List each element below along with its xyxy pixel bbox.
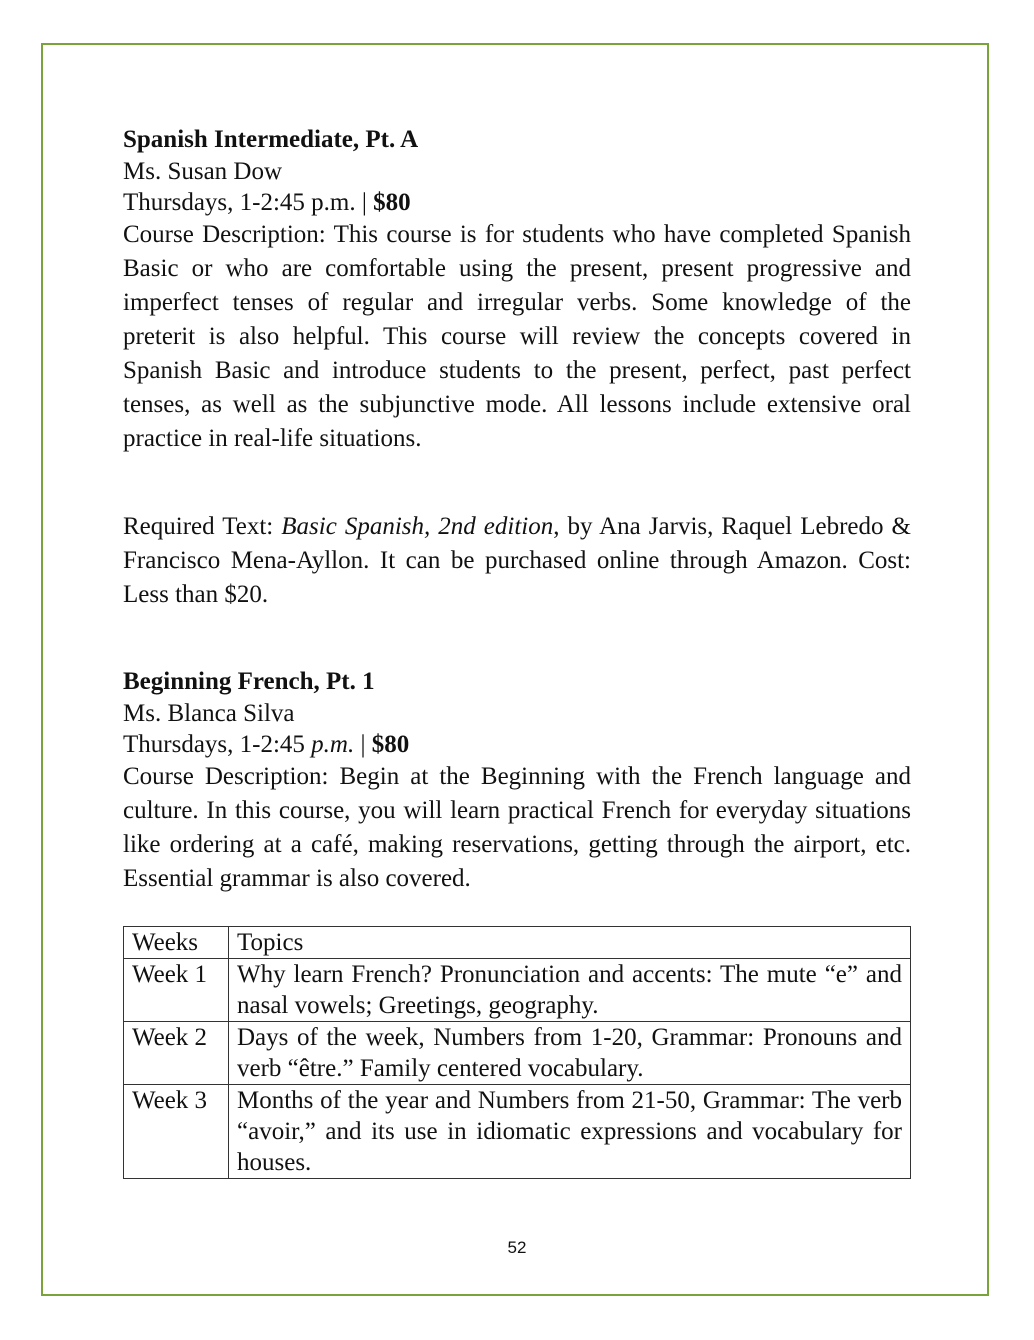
table-row xyxy=(124,959,911,1022)
table-cell-week: Week 3 xyxy=(124,1085,229,1179)
course-schedule xyxy=(123,187,911,218)
table-header-weeks: Weeks xyxy=(124,927,229,959)
table-row xyxy=(124,1022,911,1085)
course-beginning-french xyxy=(123,666,911,1179)
required-text xyxy=(123,510,911,612)
required-text-label: Required Text: xyxy=(123,513,282,540)
course-price: $80 xyxy=(371,731,410,758)
table-header-topics: Topics xyxy=(229,927,911,959)
course-spanish-intermediate xyxy=(123,124,911,612)
course-instructor: Ms. Susan Dow xyxy=(123,158,283,185)
table-cell-topic: Days of the week, Numbers from 1-20, Grammar: Pronouns and verb “être.” Family centered vocabulary. xyxy=(229,1022,911,1085)
weekly-topics-table xyxy=(123,926,911,1179)
table-cell-week: Week 1 xyxy=(124,959,229,1022)
course-description: Course Description: This course is for students who have completed Spanish Basic or who are comfortable using the present, present progressive and imperfect tenses of regular and irregular verbs. Some knowledge of the preterit is also helpful. This course will review the concepts covered in Spanish Basic and introduce students to the present, perfect, past perfect tenses, as well as the subjunctive mode. All lessons include extensive oral practice in real-life situations. xyxy=(123,221,911,452)
schedule-separator: | xyxy=(354,731,372,758)
schedule-pm: p.m. xyxy=(311,731,355,758)
page-content xyxy=(123,124,911,1179)
table-cell-topic: Months of the year and Numbers from 21-50, Grammar: The verb “avoir,” and its use in idiomatic expressions and vocabulary for houses. xyxy=(229,1085,911,1179)
course-schedule xyxy=(123,729,911,760)
course-instructor: Ms. Blanca Silva xyxy=(123,700,295,727)
table-cell-topic: Why learn French? Pronunciation and accents: The mute “e” and nasal vowels; Greetings, geography. xyxy=(229,959,911,1022)
table-row xyxy=(124,1085,911,1179)
course-description: Course Description: Begin at the Beginning with the French language and culture. In this course, you will learn practical French for everyday situations like ordering at a café, making reservations, getting through the airport, etc. Essential grammar is also covered. xyxy=(123,763,911,892)
course-title: Beginning French, Pt. 1 xyxy=(123,668,375,695)
table-cell-week: Week 2 xyxy=(124,1022,229,1085)
schedule-text: Thursdays, 1-2:45 p.m. | xyxy=(123,189,374,216)
page-number: 52 xyxy=(507,1238,527,1257)
course-title: Spanish Intermediate, Pt. A xyxy=(123,126,419,153)
required-text-details: , by Ana Jarvis, Raquel Lebredo & Francisco Mena-Ayllon. It can be purchased online through Amazon. Cost: Less than $20. xyxy=(123,513,911,608)
required-text-title: Basic Spanish, 2nd edition xyxy=(281,513,554,540)
schedule-text: Thursdays, 1-2:45 xyxy=(123,731,312,758)
course-price: $80 xyxy=(373,189,411,216)
table-header-row xyxy=(124,927,911,959)
